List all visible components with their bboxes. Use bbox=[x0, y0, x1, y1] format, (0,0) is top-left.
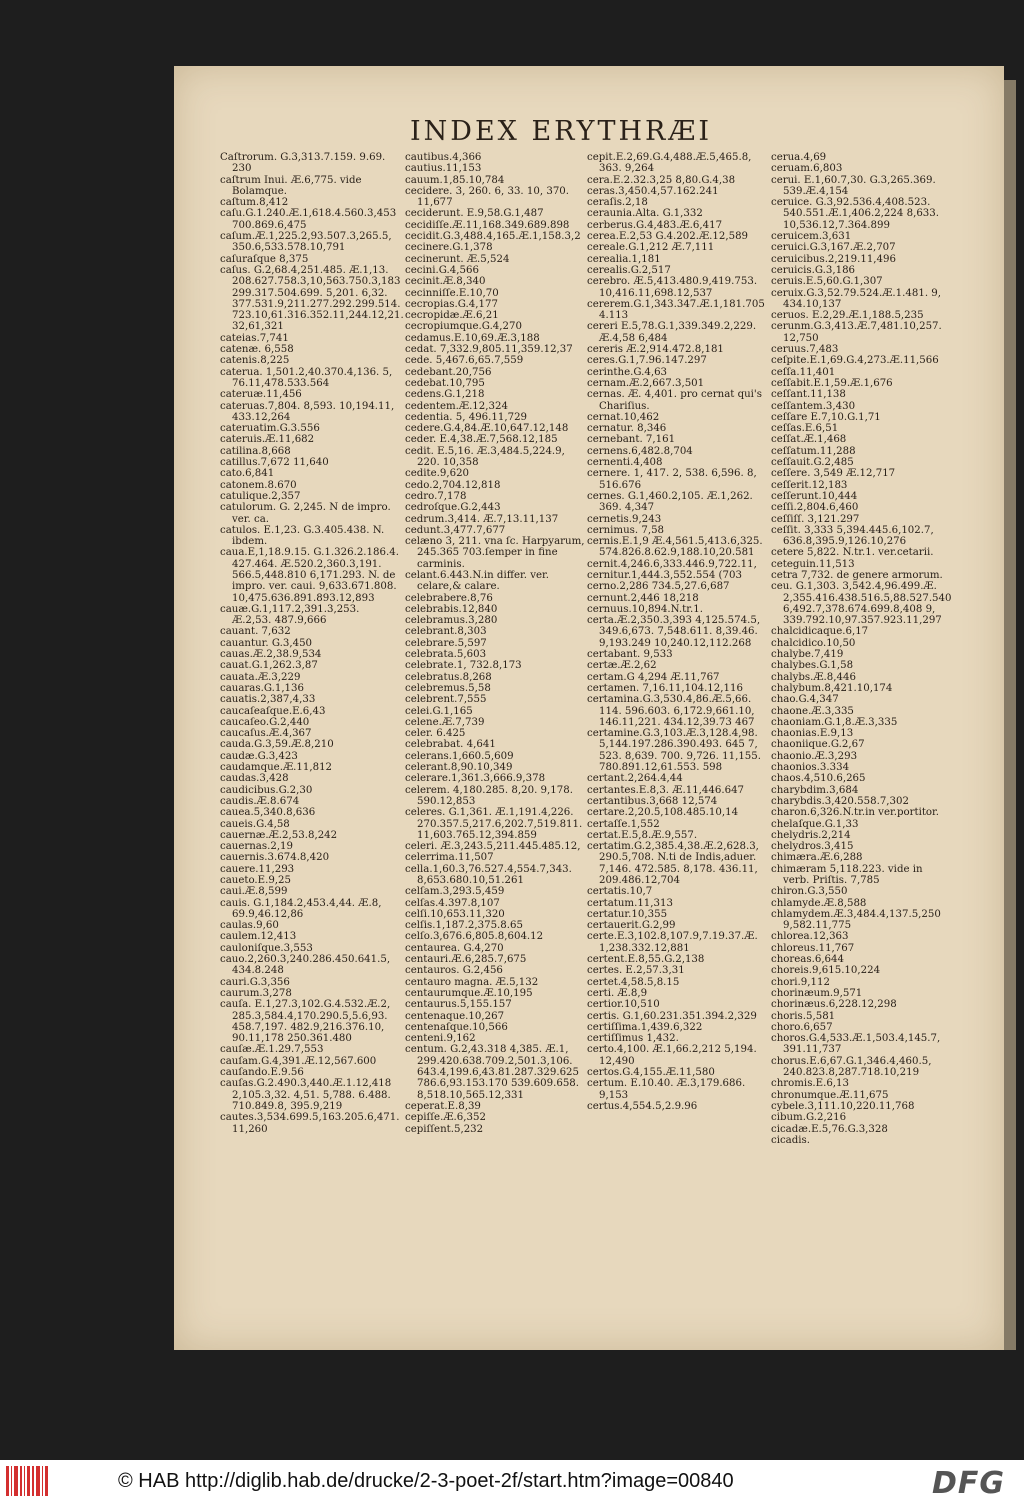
index-entry: cauere.11,293 bbox=[220, 863, 295, 875]
index-entry: ceſſatum.11,288 bbox=[771, 445, 856, 457]
index-entry: certabant. 9,533 bbox=[587, 649, 673, 661]
index-entry: cecinit.Æ.8,340 bbox=[405, 276, 486, 288]
index-entry: cernens.6,482.8,704 bbox=[587, 445, 693, 457]
index-entry: cella.1,60.3,76.527.4,554.7,343. 8,653.680.10,51.261 bbox=[405, 863, 572, 886]
index-entry: cernitur.1,444.3,552.554 (703 bbox=[587, 569, 742, 581]
index-entry: cauea.5,340.8,636 bbox=[220, 807, 316, 819]
index-entry: caucaſus.Æ.4,367 bbox=[220, 728, 312, 740]
index-entry: cecidiſſe.Æ.11,168.349.689.898 bbox=[405, 219, 570, 231]
index-entry: centaurea. G.4,270 bbox=[405, 942, 504, 954]
index-entry: cerinthe.G.4,63 bbox=[587, 366, 668, 378]
index-entry: certatur.10,355 bbox=[587, 908, 668, 920]
index-entry: cautibus.4,366 bbox=[405, 152, 482, 163]
index-entry: cauo.2,260.3,240.286.450.641.5, 434.8.248 bbox=[220, 954, 391, 977]
index-entry: choreis.9,615.10,224 bbox=[771, 965, 881, 977]
index-entry: chronumque.Æ.11,675 bbox=[771, 1089, 889, 1101]
index-entry: cecidit.G.3,488.4,165.Æ.1,158.3,2 bbox=[405, 231, 581, 243]
index-entry: ceraunia.Alta. G.1,332 bbox=[587, 208, 703, 220]
index-entry: ceperat.E.8,39 bbox=[405, 1100, 481, 1112]
index-entry: centauri.Æ.6,285.7,675 bbox=[405, 954, 527, 966]
index-entry: ceruam.6,803 bbox=[771, 163, 843, 175]
index-entry: cauſando.E.9.56 bbox=[220, 1067, 304, 1079]
index-entry: cernere. 1, 417. 2, 538. 6,596. 8, 516.676 bbox=[587, 468, 757, 491]
index-entry: ceſſat.Æ.1,468 bbox=[771, 434, 847, 446]
index-entry: certe.E.3,102.8,107.9,7.19.37.Æ. 1,238.332.12,881 bbox=[587, 931, 758, 954]
index-entry: cybele.3,111.10,220.11,768 bbox=[771, 1100, 915, 1112]
index-entry: cernam.Æ.2,667.3,501 bbox=[587, 377, 705, 389]
index-entry: cecropias.G.4,177 bbox=[405, 298, 498, 310]
index-entry: certes. E.2,57.3,31 bbox=[587, 965, 685, 977]
index-entry: ceciderunt. E.9,58.G.1,487 bbox=[405, 208, 544, 220]
index-entry: ceſſauit.G.2,485 bbox=[771, 457, 854, 469]
index-entry: centaurus.5,155.157 bbox=[405, 999, 512, 1011]
index-entry: certantes.E.8,3. Æ.11,446.647 bbox=[587, 784, 745, 796]
index-entry: chorinæus.6,228.12,298 bbox=[771, 999, 897, 1011]
index-entry: cauernas.2,19 bbox=[220, 841, 294, 853]
index-entry: celerrima.11,507 bbox=[405, 852, 494, 864]
index-entry: ceſſit. 3,333 5,394.445.6,102.7, 636.8,395.9,126.10,276 bbox=[771, 524, 934, 548]
index-entry: cautius.11,153 bbox=[405, 163, 482, 175]
index-entry: chlamyde.Æ.8,588 bbox=[771, 897, 867, 909]
index-entry: celerant.8,90.10,349 bbox=[405, 762, 513, 774]
index-entry: certior.10,510 bbox=[587, 999, 660, 1011]
index-entry: certauerit.G.2,99 bbox=[587, 920, 676, 932]
index-entry: celant.6.443.N.in differ. ver. celare,& calare. bbox=[405, 569, 549, 593]
index-entry: celerans.1,660.5,609 bbox=[405, 750, 514, 762]
index-entry: ceſſare E.7,10.G.1,71 bbox=[771, 411, 881, 423]
index-entry: caudæ.G.3,423 bbox=[220, 750, 298, 762]
index-entry: cernunt.2,446 18,218 bbox=[587, 592, 699, 604]
index-entry: certent.E.8,55.G.2,138 bbox=[587, 954, 705, 966]
index-entry: certiſſima.1,439.6,322 bbox=[587, 1021, 703, 1033]
index-entry: cernas. Æ. 4,401. pro cernat qui's Chariſius. bbox=[587, 389, 762, 412]
index-entry: chelaſque.G.1,33 bbox=[771, 818, 859, 830]
index-entry: ceruici.G.3,167.Æ.2,707 bbox=[771, 242, 896, 254]
index-entry: chelydros.3,415 bbox=[771, 841, 854, 853]
index-entry: caſum.Æ.1,225.2,93.507.3,265.5, 350.6,533.578.10,791 bbox=[220, 231, 392, 254]
index-entry: cauant. 7,632 bbox=[220, 626, 291, 638]
index-entry: catenæ. 6,558 bbox=[220, 344, 294, 356]
index-entry: cerealis.G.2,517 bbox=[587, 264, 671, 276]
index-entry: cernetis.9,243 bbox=[587, 513, 662, 525]
index-entry: ceſſere. 3,549 Æ.12,717 bbox=[771, 468, 896, 480]
index-entry: Caſtrorum. G.3,313.7.159. 9.69. 230 bbox=[220, 152, 386, 175]
index-entry: cernuus.10,894.N.tr.1. bbox=[587, 603, 703, 615]
index-entry: cauri.G.3,356 bbox=[220, 976, 290, 988]
index-entry: ceras.3,450.4,57.162.241 bbox=[587, 185, 719, 197]
index-entry: ceſſabit.E.1,59.Æ.1,676 bbox=[771, 377, 893, 389]
index-entry: cateruæ.11,456 bbox=[220, 389, 302, 401]
index-entry: certet.4,58.5,8.15 bbox=[587, 976, 680, 988]
index-entry: centauros. G.2,456 bbox=[405, 965, 503, 977]
index-entry: cecini.G.4,566 bbox=[405, 264, 479, 276]
index-entry: chimæra.Æ.6,288 bbox=[771, 852, 863, 864]
index-entry: cibum.G.2,216 bbox=[771, 1112, 847, 1124]
index-entry: catilina.8,668 bbox=[220, 445, 291, 457]
index-entry: cauſas.G.2.490.3,440.Æ.1.12,418 2,105.3,32. 4,51. 5,788. 6.488. 710.849.8, 395.9,219 bbox=[220, 1078, 392, 1112]
index-entry: certiſſimus 1,432. bbox=[587, 1033, 679, 1045]
index-entry: choros.G.4,533.Æ.1,503.4,145.7, 391.11,737 bbox=[771, 1033, 941, 1056]
index-entry: celeres. G.1,361. Æ.1,191.4,226. 270.357.5,217.6,202.7,519.811. 11,603.765.12,394.859 bbox=[405, 807, 583, 841]
index-entry: cauantur. G.3,450 bbox=[220, 637, 313, 649]
index-column-2 bbox=[405, 152, 585, 1135]
index-entry: certaſſe.1,552 bbox=[587, 818, 660, 830]
index-entry: chorus.E.6,67.G.1,346.4,460.5, 240.823.8,287.718.10,219 bbox=[771, 1055, 932, 1079]
index-entry: celebrabis.12,840 bbox=[405, 603, 498, 615]
page-title: INDEX ERYTHRÆI bbox=[410, 116, 713, 147]
index-entry: cede. 5,467.6,65.7,559 bbox=[405, 355, 524, 367]
index-entry: certatis.10,7 bbox=[587, 886, 653, 898]
index-entry: cauſam.G.4,391.Æ.12,567.600 bbox=[220, 1055, 377, 1067]
index-entry: cernes. G.1,460.2,105. Æ.1,262. 369. 4,347 bbox=[587, 490, 753, 514]
index-entry: celei.G.1,165 bbox=[405, 705, 473, 717]
index-entry: ceruicem.3,631 bbox=[771, 231, 852, 243]
index-entry: ceſſerunt.10,444 bbox=[771, 490, 858, 502]
index-entry: cernit.4,246.6,333.446.9,722.11, bbox=[587, 558, 757, 570]
index-entry: cerui. E.1,60.7,30. G.3,265.369. 539.Æ.4,154 bbox=[771, 174, 936, 197]
index-entry: charybdim.3,684 bbox=[771, 784, 859, 796]
index-entry: chalybs.Æ.8,446 bbox=[771, 671, 856, 683]
index-entry: cerno.2,286 734.5,27.6,687 bbox=[587, 581, 730, 593]
index-entry: cauloniſque.3,553 bbox=[220, 942, 313, 954]
index-entry: certos.G.4,155.Æ.11,580 bbox=[587, 1067, 715, 1079]
index-entry: celebramus.3,280 bbox=[405, 615, 498, 627]
index-entry: centaurumque.Æ.10,195 bbox=[405, 987, 533, 999]
index-entry: cedebant.20,756 bbox=[405, 366, 492, 378]
index-entry: cedentia. 5, 496.11,729 bbox=[405, 411, 528, 423]
index-entry: cecinniſſe.E.10,70 bbox=[405, 287, 499, 299]
index-entry: ceſſa.11,401 bbox=[771, 366, 836, 378]
index-entry: cedro.7,178 bbox=[405, 490, 467, 502]
index-entry: ceruicibus.2,219.11,496 bbox=[771, 253, 896, 265]
index-entry: caudis.Æ.8.674 bbox=[220, 795, 300, 807]
index-entry: cedebat.10,795 bbox=[405, 377, 485, 389]
index-entry: cauis. G.1,184.2,453.4,44. Æ.8, 69.9,46.12,86 bbox=[220, 897, 382, 920]
index-entry: cedunt.3,477.7,677 bbox=[405, 524, 506, 536]
index-entry: cernebant. 7,161 bbox=[587, 434, 676, 446]
index-column-3 bbox=[587, 152, 767, 1112]
index-entry: caudicibus.G.2,30 bbox=[220, 784, 313, 796]
index-entry: cerealia.1,181 bbox=[587, 253, 661, 265]
index-entry: chloreus.11,767 bbox=[771, 942, 855, 954]
index-entry: chalybes.G.1,58 bbox=[771, 660, 854, 672]
index-entry: ceruus.7,483 bbox=[771, 344, 839, 356]
index-entry: charybdis.3,420.558.7,302 bbox=[771, 795, 909, 807]
index-entry: cecidere. 3, 260. 6, 33. 10, 370. 11,677 bbox=[405, 185, 570, 209]
index-entry: cepiſſent.5,232 bbox=[405, 1123, 484, 1135]
index-entry: celebrabat. 4,641 bbox=[405, 739, 496, 751]
index-entry: celeri. Æ.3,243.5,211.445.485.12, bbox=[405, 841, 581, 853]
index-entry: ceruicis.G.3,186 bbox=[771, 264, 856, 276]
index-entry: ceſſantem.3,430 bbox=[771, 400, 856, 412]
index-entry: certamina.G.3,530.4,86.Æ.5,66. 114. 596.603. 6,172.9,661.10, 146.11,221. 434.12,39.73 467 bbox=[587, 694, 755, 728]
index-entry: celer. 6.425 bbox=[405, 728, 466, 740]
index-entry: cecinere.G.1,378 bbox=[405, 242, 493, 254]
index-entry: cereri E.5,78.G.1,339.349.2,229. Æ.4,58 6,484 bbox=[587, 321, 757, 344]
index-entry: certum. E.10.40. Æ.3,179.686. 9,153 bbox=[587, 1078, 746, 1101]
index-entry: chalcidicaque.6,17 bbox=[771, 626, 869, 638]
index-entry: cedamus.E.10,69.Æ.3,188 bbox=[405, 332, 540, 344]
index-entry: celſis.1,187.2,375.8.65 bbox=[405, 920, 523, 932]
index-entry: celebrant.8,303 bbox=[405, 626, 487, 638]
index-entry: caueis.G.4,58 bbox=[220, 818, 290, 830]
index-entry: cauat.G.1,262.3,87 bbox=[220, 660, 318, 672]
index-entry: certis. G.1,60.231.351.394.2,329 bbox=[587, 1010, 757, 1022]
index-entry: celſas.4.397.8,107 bbox=[405, 897, 500, 909]
index-entry: cauernis.3.674.8,420 bbox=[220, 852, 330, 864]
index-entry: ceraſis.2,18 bbox=[587, 197, 648, 209]
viewer-footer bbox=[0, 1460, 1024, 1502]
index-entry: cateruis.Æ.11,682 bbox=[220, 434, 315, 446]
index-entry: ceſſi.2,804.6,460 bbox=[771, 502, 859, 514]
index-entry: choris.5,581 bbox=[771, 1010, 836, 1022]
index-entry: cauernæ.Æ.2,53.8,242 bbox=[220, 829, 338, 841]
index-entry: cecropiumque.G.4,270 bbox=[405, 321, 522, 333]
index-entry: ceruice. G.3,92.536.4,408.523. 540.551.Æ.1,406.2,224 8,633. 10,536.12,7.364.899 bbox=[771, 197, 940, 231]
index-entry: cauum.1,85.10,784 bbox=[405, 174, 505, 186]
index-entry: chaonio.Æ.3,293 bbox=[771, 750, 858, 762]
index-entry: cepit.E.2,69.G.4,488.Æ.5,465.8, 363. 9,264 bbox=[587, 152, 752, 175]
index-entry: ceruа.4,69 bbox=[771, 152, 827, 163]
index-entry: ceruix.G.3,52.79.524.Æ.1.481. 9, 434.10,137 bbox=[771, 287, 942, 310]
index-entry: cerunm.G.3,413.Æ.7,481.10,257. 12,750 bbox=[771, 321, 942, 344]
dfg-logo: DFG bbox=[932, 1466, 1006, 1501]
index-entry: cerebro. Æ.5,413.480.9,419.753. 10,416.11,698.12,537 bbox=[587, 276, 758, 299]
index-entry: cernat.10,462 bbox=[587, 411, 660, 423]
index-entry: caui.Æ.8,599 bbox=[220, 886, 288, 898]
index-entry: cereris Æ.2,914.472.8,181 bbox=[587, 344, 724, 356]
index-entry: cedo.2,704.12,818 bbox=[405, 479, 501, 491]
index-entry: cedite.9,620 bbox=[405, 468, 470, 480]
index-entry: cernis.E.1,9 Æ.4,561.5,413.6,325. 574.826.8.62.9,188.10,20.581 bbox=[587, 536, 763, 559]
index-entry: chori.9,112 bbox=[771, 976, 830, 988]
index-entry: cauata.Æ.3,229 bbox=[220, 671, 301, 683]
index-entry: celebremus.5,58 bbox=[405, 682, 491, 694]
index-entry: ceſſiſſ. 3,121.297 bbox=[771, 513, 860, 525]
index-entry: cauda.G.3,59.Æ.8,210 bbox=[220, 739, 334, 751]
index-entry: certus.4,554.5,2.9.96 bbox=[587, 1100, 698, 1112]
index-entry: chaos.4,510.6,265 bbox=[771, 773, 866, 785]
index-entry: caterua. 1,501.2,40.370.4,136. 5, 76.11,478.533.564 bbox=[220, 366, 393, 389]
index-entry: catenis.8,225 bbox=[220, 355, 290, 367]
index-entry: ceſpite.E.1,69.G.4,273.Æ.11,566 bbox=[771, 355, 939, 367]
index-entry: caua.E,1,18.9.15. G.1.326.2.186.4. 427.464. Æ.520.2,360.3,191. 566.5,448.810 6,171.293. N. de impro. ver. caui. 9,633.671.808. 10,475.636.891.893.12,893 bbox=[220, 547, 399, 604]
index-entry: ceder. E.4,38.Æ.7,568.12,185 bbox=[405, 434, 558, 446]
index-entry: cauas.Æ.2,38.9,534 bbox=[220, 649, 322, 661]
index-entry: cauæ.G.1,117.2,391.3,253. Æ.2,53. 487.9,666 bbox=[220, 603, 360, 627]
index-entry: cedat. 7,332.9,805.11,359.12,37 bbox=[405, 344, 573, 356]
index-entry: ceruos. E.2,29.Æ.1,188.5,235 bbox=[771, 310, 924, 322]
index-entry: cauaras.G.1,136 bbox=[220, 682, 305, 694]
index-entry: celſi.10,653.11,320 bbox=[405, 908, 505, 920]
index-entry: chromis.E.6,13 bbox=[771, 1078, 850, 1090]
index-entry: chorinæum.9,571 bbox=[771, 987, 863, 999]
index-entry: certare.2,20.5,108.485.10,14 bbox=[587, 807, 739, 819]
index-entry: centenaque.10,267 bbox=[405, 1010, 505, 1022]
index-entry: certamen. 7,16.11,104.12,116 bbox=[587, 682, 743, 694]
index-entry: choro.6,657 bbox=[771, 1021, 833, 1033]
index-entry: cateruas.7,804. 8,593. 10,194.11, 433.12,264 bbox=[220, 400, 395, 423]
index-entry: cera.E.2.32.3,25 8,80.G.4,38 bbox=[587, 174, 736, 186]
index-entry: chimæram 5,118.223. vide in verb. Priſtis. 7,785 bbox=[771, 863, 923, 886]
index-entry: chalybum.8,421.10,174 bbox=[771, 682, 893, 694]
index-entry: caſu.G.1.240.Æ.1,618.4.560.3,453 700.869.6,475 bbox=[220, 208, 397, 231]
index-entry: centum. G.2,43.318 4,385. Æ.1, 299.420.638.709.2,501.3,106. 643.4,199.6,43.81.287.329.625 786.6,93.153.170 539.609.658. 8,518.10,565.12,331 bbox=[405, 1044, 580, 1101]
index-entry: cernenti.4,408 bbox=[587, 457, 663, 469]
index-entry: celæno 3, 211. vna ſc. Harpyarum, 245.365 703.ſemper in fine carminis. bbox=[405, 536, 585, 570]
index-entry: cepiſſe.Æ.6,352 bbox=[405, 1112, 486, 1124]
index-entry: chalybe.7,419 bbox=[771, 649, 844, 661]
barcode-icon bbox=[6, 1466, 50, 1496]
index-entry: caſtum.8,412 bbox=[220, 197, 289, 209]
index-entry: certam.G 4,294 Æ.11,767 bbox=[587, 671, 720, 683]
index-entry: celebrent.7,555 bbox=[405, 694, 487, 706]
index-entry: ceres.G.1,7.96.147.297 bbox=[587, 355, 707, 367]
index-entry: certatim.G.2,385.4,38.Æ.2,628.3, 290.5,708. N.ti de Indis,aduer. 7,146. 472.585. 8,178. 436.11, 209.486.12,704 bbox=[587, 841, 759, 886]
index-entry: cedroſque.G.2,443 bbox=[405, 502, 501, 514]
index-entry: certat.E.5,8.Æ.9,557. bbox=[587, 829, 698, 841]
index-entry: caudas.3,428 bbox=[220, 773, 289, 785]
index-entry: centauro magna. Æ.5,132 bbox=[405, 976, 539, 988]
index-entry: celebratus.8,268 bbox=[405, 671, 492, 683]
index-entry: caulem.12,413 bbox=[220, 931, 297, 943]
index-entry: charon.6,326.N.tr.in ver.portitor. bbox=[771, 807, 940, 819]
index-entry: centeni.9,162 bbox=[405, 1033, 476, 1045]
index-entry: cedentem.Æ.12,324 bbox=[405, 400, 508, 412]
index-entry: celebrabere.8,76 bbox=[405, 592, 493, 604]
index-entry: cernimus. 7,58 bbox=[587, 524, 665, 536]
index-entry: caueto.E.9,25 bbox=[220, 875, 292, 886]
index-entry: chlamydem.Æ.3,484.4,137.5,250 9,582.11,775 bbox=[771, 908, 941, 932]
index-column-1 bbox=[220, 152, 404, 1135]
index-entry: certatum.11,313 bbox=[587, 897, 673, 909]
index-entry: caucaſeaſque.E.6,43 bbox=[220, 705, 326, 717]
index-column-4 bbox=[771, 152, 951, 1146]
index-entry: certant.2,264.4,44 bbox=[587, 773, 683, 785]
index-entry: certi. Æ.8,9 bbox=[587, 987, 648, 999]
index-entry: celſam.3,293.5,459 bbox=[405, 886, 505, 898]
index-entry: catillus.7,672 11,640 bbox=[220, 457, 329, 469]
index-entry: caſus. G.2,68.4,251.485. Æ.1,13. 208.627.758.3,10,563.750.3,183 299.317.504.699. 5,201. 6,32. 377.531.9,211.277.292.299.514. 723.10,61.316.352.11,244.12,21. 32,61,321 bbox=[220, 264, 404, 333]
index-entry: cetere 5,822. N.tr.1. ver.cetarii. bbox=[771, 547, 934, 559]
index-entry: chao.G.4,347 bbox=[771, 694, 839, 706]
copyright-link[interactable]: © HAB http://diglib.hab.de/drucke/2-3-poet-2f/start.htm?image=00840 bbox=[118, 1470, 734, 1492]
index-entry: chelydris.2,214 bbox=[771, 829, 851, 841]
index-entry: cicadis. bbox=[771, 1134, 810, 1146]
index-entry: choreas.6,644 bbox=[771, 954, 845, 966]
index-entry: catulique.2,357 bbox=[220, 490, 301, 502]
index-entry: ceteguin.11,513 bbox=[771, 558, 855, 570]
index-entry: certæ.Æ.2,62 bbox=[587, 660, 657, 672]
index-entry: caſuraſque 8,375 bbox=[220, 253, 309, 265]
index-entry: centenaſque.10,566 bbox=[405, 1021, 508, 1033]
index-entry: ceſſerit.12,183 bbox=[771, 479, 848, 491]
index-entry: catulos. E.1,23. G.3.405.438. N. ibdem. bbox=[220, 524, 385, 548]
index-entry: cautes.3,534.699.5,163.205.6,471. 11,260 bbox=[220, 1112, 400, 1135]
index-entry: certa.Æ.2,350.3,393 4,125.574.5, 349.6,673. 7,548.611. 8,39.46. 9,193.249 10,240.12,112.268 bbox=[587, 615, 761, 649]
index-entry: chiron.G.3,550 bbox=[771, 886, 848, 898]
index-entry: caſtrum Inui. Æ.6,775. vide Bolamque. bbox=[220, 174, 362, 197]
index-entry: cateruatim.G.3.556 bbox=[220, 423, 320, 435]
index-entry: caulas.9,60 bbox=[220, 920, 279, 932]
index-entry: certo.4,100. Æ.1,66.2,212 5,194. 12,490 bbox=[587, 1044, 757, 1067]
index-entry: cedit. E.5,16. Æ.3,484.5,224.9, 220. 10,358 bbox=[405, 445, 565, 469]
index-entry: cedere.G.4,84.Æ.10,647.12,148 bbox=[405, 423, 569, 435]
index-entry: cedens.G.1,218 bbox=[405, 389, 485, 401]
index-entry: cecinerunt. Æ.5,524 bbox=[405, 253, 510, 265]
index-entry: chlorea.12,363 bbox=[771, 931, 849, 943]
index-entry: catulorum. G. 2,245. N de impro. ver. ca. bbox=[220, 502, 391, 525]
index-entry: cerea.E.2,53 G.4.202.Æ.12,589 bbox=[587, 231, 749, 243]
index-entry: celene.Æ.7,739 bbox=[405, 716, 485, 728]
index-entry: celebrate.1, 732.8,173 bbox=[405, 660, 522, 672]
index-entry: cedrum.3,414. Æ.7,13.11,137 bbox=[405, 513, 559, 525]
index-entry: chaonios.3.334 bbox=[771, 762, 850, 774]
index-entry: cauſa. E.1,27.3,102.G.4.532.Æ.2, 285.3,584.4,170.290.5,5.6,93. 458.7,197. 482.9,216.376.10, 90.11,178 250.361.480 bbox=[220, 999, 391, 1045]
index-entry: celebrare.5,597 bbox=[405, 637, 487, 649]
index-entry: certantibus.3,668 12,574 bbox=[587, 795, 718, 807]
index-entry: cerberus.G.4,483.Æ.6,417 bbox=[587, 219, 723, 231]
index-entry: celerem. 4,180.285. 8,20. 9,178. 590.12,853 bbox=[405, 784, 573, 807]
index-entry: cauſæ.Æ.1.29.7,553 bbox=[220, 1044, 324, 1056]
index-entry: cicadæ.E.5,76.G.3,328 bbox=[771, 1123, 888, 1135]
index-entry: cereale.G.1,212 Æ.7,111 bbox=[587, 242, 715, 254]
index-entry: ceruis.E.5,60.G.1,307 bbox=[771, 276, 883, 288]
index-entry: chaonias.E.9,13 bbox=[771, 728, 854, 740]
index-entry: chaoniique.G.2,67 bbox=[771, 739, 865, 751]
index-entry: celerare.1,361.3,666.9,378 bbox=[405, 773, 546, 785]
index-entry: celebrata.5,603 bbox=[405, 649, 487, 661]
index-entry: catonem.8.670 bbox=[220, 479, 297, 491]
index-entry: celſo.3,676.6,805.8,604.12 bbox=[405, 931, 544, 943]
index-entry: cato.6,841 bbox=[220, 468, 275, 480]
index-entry: chaone.Æ.3,335 bbox=[771, 705, 854, 717]
index-entry: caudamque.Æ.11,812 bbox=[220, 762, 333, 774]
index-entry: caurum.3,278 bbox=[220, 987, 292, 999]
index-entry: cetra 7,732. de genere armorum. bbox=[771, 569, 943, 581]
index-entry: chaoniam.G.1,8.Æ.3,335 bbox=[771, 716, 898, 728]
index-entry: ceu. G.1,303. 3,542.4,96.499.Æ. 2,355.416.438.516.5,88.527.540 6,492.7,378.674.699.8,408 9, 339.792.10,97.357.923.11,297 bbox=[771, 581, 952, 627]
index-entry: caucaſeo.G.2,440 bbox=[220, 716, 310, 728]
index-entry: cecropidæ.Æ.6,21 bbox=[405, 310, 499, 322]
index-entry: cererem.G.1,343.347.Æ.1,181.705 4.113 bbox=[587, 298, 765, 322]
index-entry: cernatur. 8,346 bbox=[587, 423, 667, 435]
index-entry: ceſſas.E.6,51 bbox=[771, 423, 839, 435]
index-entry: cateias.7,741 bbox=[220, 332, 289, 344]
index-entry: ceſſant.11,138 bbox=[771, 389, 846, 401]
index-entry: chalcidico.10,50 bbox=[771, 637, 856, 649]
index-entry: cauatis.2,387,4,33 bbox=[220, 694, 316, 706]
index-entry: certamine.G.3,103.Æ.3,128.4,98. 5,144.197.286.390.493. 645 7, 523. 8,639. 700. 9,726. 11,155. 780.891.12,61.553. 598 bbox=[587, 728, 762, 774]
